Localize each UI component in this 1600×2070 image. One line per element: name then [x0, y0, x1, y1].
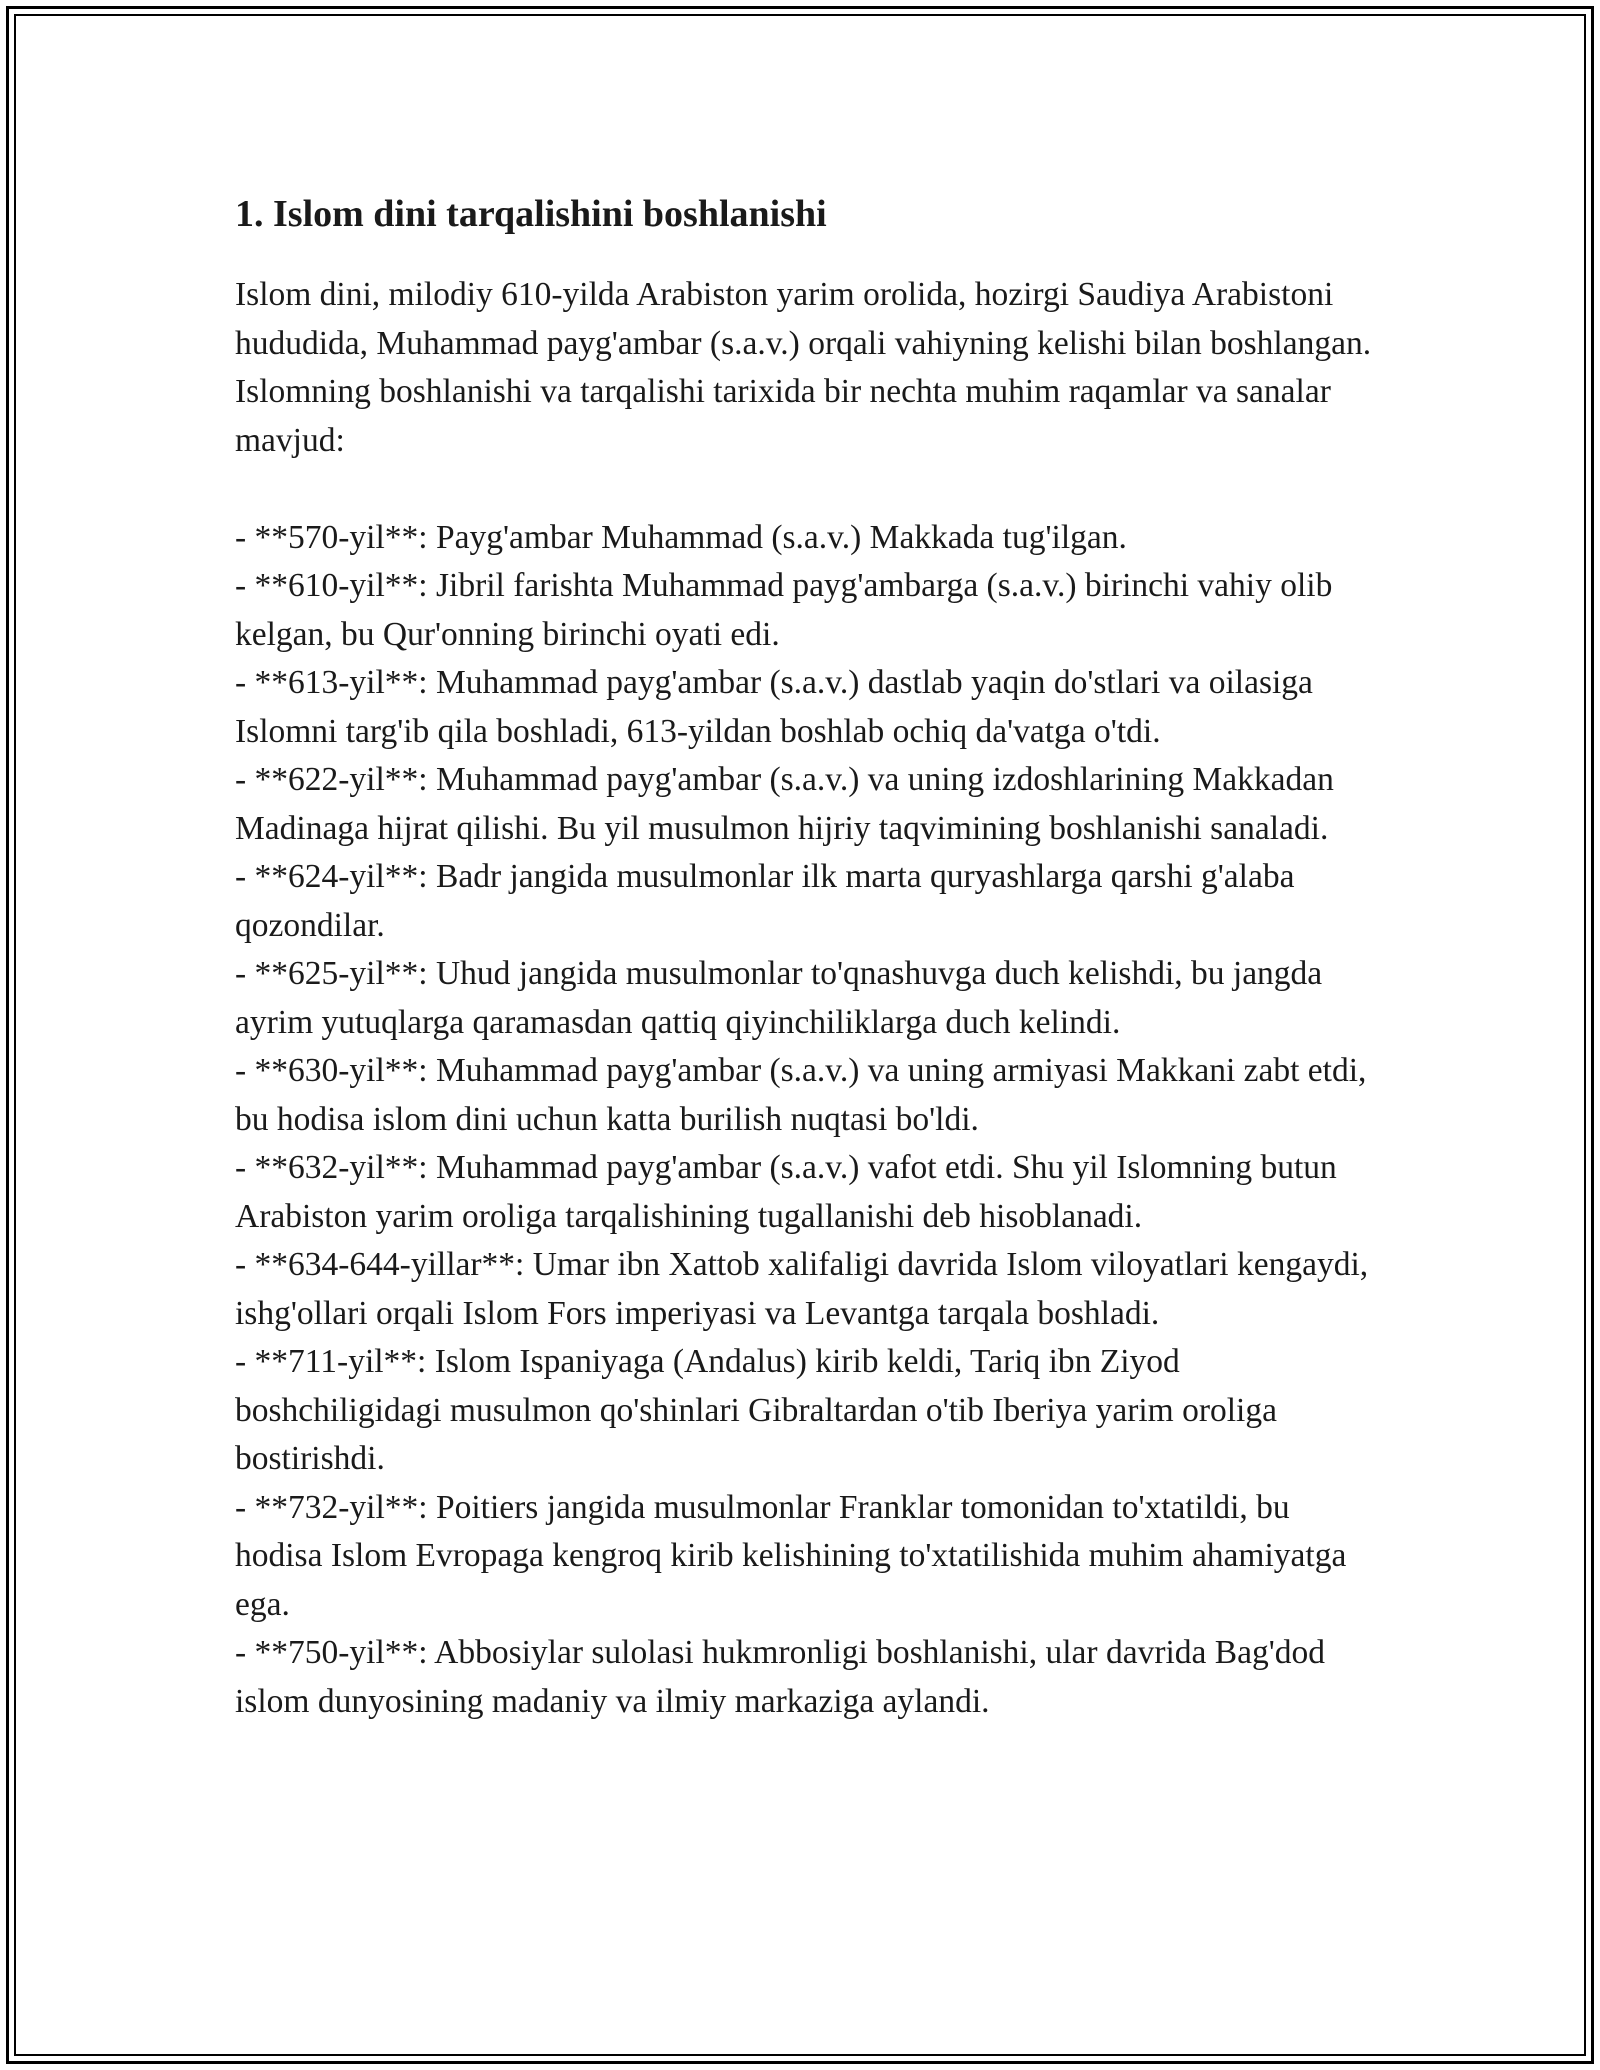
- intro-paragraph: Islom dini, milodiy 610-yilda Arabiston yarim orolida, hozirgi Saudiya Arabistoni hududida, Muhammad payg'ambar (s.a.v.) orqali vahiyning kelishi bilan boshlangan. Islomning boshlanishi va tarqalishi tarixida bir nechta muhim raqamlar va sanalar mavjud:: [235, 276, 1372, 459]
- timeline-item: - **732-yil**: Poitiers jangida musulmonlar Franklar tomonidan to'xtatildi, bu hodisa Islom Evropaga kengroq kirib kelishining to'xtatilishida muhim ahamiyatga ega.: [235, 1488, 1347, 1623]
- timeline-list: [235, 514, 1385, 1727]
- timeline-item: - **622-yil**: Muhammad payg'ambar (s.a.v.) va uning izdoshlarining Makkadan Madinaga hijrat qilishi. Bu yil musulmon hijriy taqvimining boshlanishi sanaladi.: [235, 761, 1334, 847]
- paragraph-gap: [235, 465, 1385, 514]
- timeline-item: - **634-644-yillar**: Umar ibn Xattob xalifaligi davrida Islom viloyatlari kengaydi, ishg'ollari orqali Islom Fors imperiyasi va Levantga tarqala boshladi.: [235, 1246, 1369, 1332]
- timeline-item: - **610-yil**: Jibril farishta Muhammad payg'ambarga (s.a.v.) birinchi vahiy olib kelgan, bu Qur'onning birinchi oyati edi.: [235, 567, 1333, 653]
- section-heading: 1. Islom dini tarqalishini boshlanishi: [235, 193, 827, 235]
- timeline-item: - **711-yil**: Islom Ispaniyaga (Andalus) kirib keldi, Tariq ibn Ziyod boshchiligidagi musulmon qo'shinlari Gibraltardan o'tib Iberiya yarim oroliga bostirishdi.: [235, 1343, 1277, 1477]
- timeline-item: - **632-yil**: Muhammad payg'ambar (s.a.v.) vafot etdi. Shu yil Islomning butun Arabiston yarim oroliga tarqalishining tugallanishi deb hisoblanadi.: [235, 1149, 1337, 1235]
- timeline-item: - **570-yil**: Payg'ambar Muhammad (s.a.v.) Makkada tug'ilgan.: [235, 518, 1127, 556]
- document-body: [235, 187, 1385, 1726]
- timeline-item: - **625-yil**: Uhud jangida musulmonlar to'qnashuvga duch kelishdi, bu jangda ayrim yutuqlarga qaramasdan qattiq qiyinchiliklarga duch kelindi.: [235, 955, 1323, 1041]
- timeline-item: - **624-yil**: Badr jangida musulmonlar ilk marta quryashlarga qarshi g'alaba qozondilar.: [235, 858, 1295, 944]
- timeline-item: - **630-yil**: Muhammad payg'ambar (s.a.v.) va uning armiyasi Makkani zabt etdi, bu hodisa islom dini uchun katta burilish nuqtasi bo'ldi.: [235, 1052, 1367, 1138]
- timeline-item: - **750-yil**: Abbosiylar sulolasi hukmronligi boshlanishi, ular davrida Bag'dod islom dunyosining madaniy va ilmiy markaziga aylandi.: [235, 1634, 1326, 1720]
- timeline-item: - **613-yil**: Muhammad payg'ambar (s.a.v.) dastlab yaqin do'stlari va oilasiga Islomni targ'ib qila boshladi, 613-yildan boshlab ochiq da'vatga o'tdi.: [235, 664, 1313, 750]
